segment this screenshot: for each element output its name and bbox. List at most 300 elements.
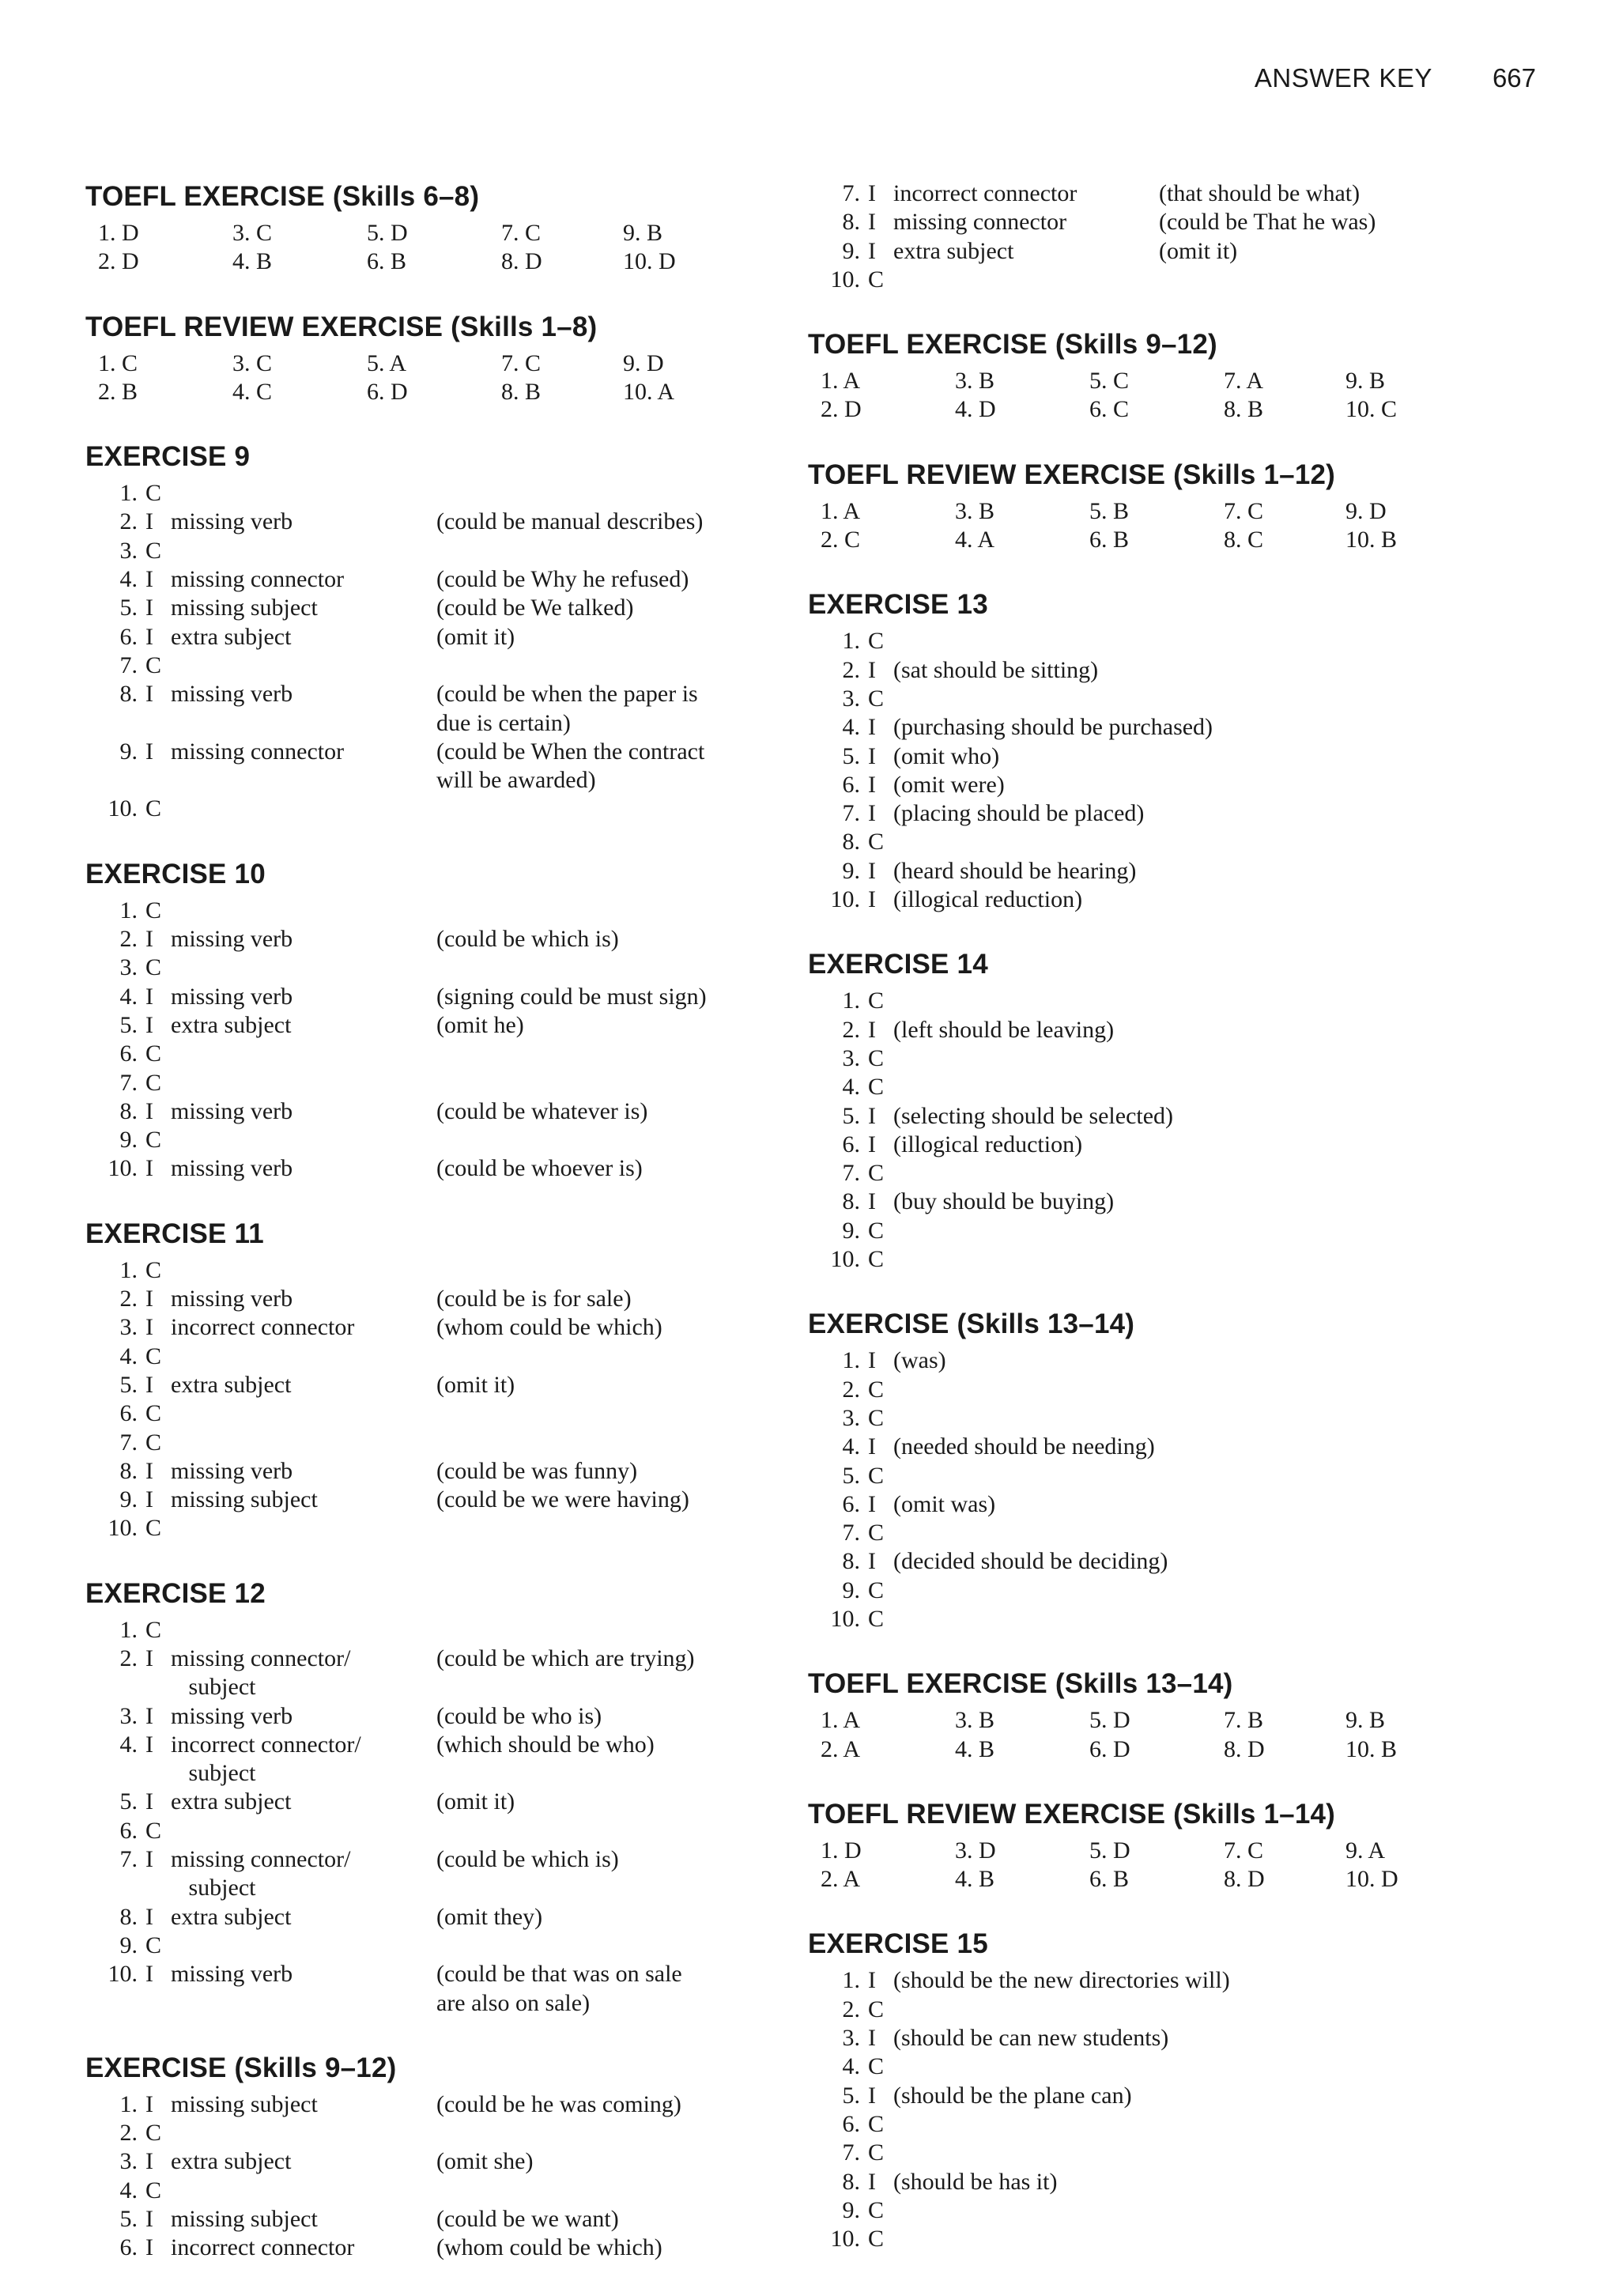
answer-row <box>85 1759 781 1788</box>
item-number: 7. <box>842 2139 860 2166</box>
item-explanation <box>436 1069 753 1097</box>
answer-row <box>808 1131 1504 1159</box>
section-exercise-9 <box>85 440 781 824</box>
answer-row <box>85 2119 781 2147</box>
item-error-type: extra subject <box>171 1371 292 1398</box>
item-number: 4. <box>119 1731 138 1758</box>
item-explanation: (whom could be which) <box>436 1314 662 1341</box>
answer-row <box>85 1429 781 1457</box>
item-result <box>145 1673 171 1701</box>
answer-cell: 4. B <box>955 1735 995 1762</box>
item-number: 7. <box>842 800 860 827</box>
item-number: 1. <box>119 897 138 923</box>
item-explanation <box>436 795 753 823</box>
item-error-type: missing connector <box>171 738 345 765</box>
section-heading: EXERCISE (Skills 9–12) <box>85 2052 397 2083</box>
item-number: 6. <box>119 623 138 650</box>
answer-row <box>85 1788 781 1816</box>
item-explanation <box>436 651 753 680</box>
answer-row <box>85 1616 781 1645</box>
answer-cell: 9. D <box>623 349 664 376</box>
answer-row <box>808 179 1504 208</box>
answer-cell: 5. D <box>1089 1707 1130 1734</box>
item-number: 10. <box>108 795 138 822</box>
item-number: 10. <box>830 266 860 293</box>
item-explanation <box>893 2139 1494 2167</box>
answer-cell: 10. B <box>1345 527 1398 553</box>
item-explanation <box>893 627 1494 655</box>
item-result: I <box>868 237 876 264</box>
item-result: I <box>145 1846 153 1873</box>
item-number: 9. <box>842 237 860 264</box>
item-error-type <box>171 1126 436 1154</box>
item-error-type <box>171 2119 436 2147</box>
item-number: 10. <box>108 1155 138 1182</box>
answer-row <box>808 266 1504 294</box>
item-error-type: missing verb <box>171 1702 293 1729</box>
item-result: C <box>868 1577 885 1603</box>
item-number: 10. <box>108 1961 138 1988</box>
item-explanation: (decided should be deciding) <box>893 1548 1168 1575</box>
answer-cell: 8. B <box>501 378 542 405</box>
section-heading: TOEFL REVIEW EXERCISE (Skills 1–8) <box>85 311 598 342</box>
item-number: 6. <box>842 1490 860 1517</box>
item-explanation: (could be We talked) <box>436 595 634 621</box>
answer-row <box>808 1433 1504 1461</box>
item-error-type <box>171 1040 436 1068</box>
item-number: 5. <box>842 2082 860 2109</box>
item-result: I <box>145 1314 153 1341</box>
answer-row <box>808 1404 1504 1433</box>
answer-row <box>85 1011 781 1040</box>
answer-cell: 5. D <box>367 220 408 246</box>
item-result: C <box>868 2053 885 2080</box>
section-heading: EXERCISE (Skills 13–14) <box>808 1308 1135 1340</box>
item-result: I <box>868 180 876 206</box>
item-result: C <box>145 897 162 923</box>
item-number: 1. <box>119 1256 138 1283</box>
section-heading: EXERCISE 14 <box>808 949 988 980</box>
left-column <box>85 179 781 2296</box>
item-result: I <box>868 714 876 741</box>
section-exercise-13 <box>808 587 1504 914</box>
item-explanation: (illogical reduction) <box>893 886 1083 913</box>
item-explanation <box>893 1245 1494 1274</box>
item-error-type: missing connector <box>171 566 345 593</box>
item-explanation: (could be which is) <box>436 1846 619 1873</box>
section-heading: EXERCISE 11 <box>85 1218 264 1249</box>
item-number: 9. <box>842 857 860 884</box>
answer-cell: 6. B <box>1089 527 1130 553</box>
item-result: C <box>145 1429 162 1456</box>
answer-row <box>85 565 781 594</box>
answer-row <box>808 2196 1504 2225</box>
item-result: C <box>868 1246 885 1273</box>
answer-row <box>808 1188 1504 1216</box>
item-error-type: missing verb <box>171 1457 293 1484</box>
section-exercise-10 <box>85 857 781 1184</box>
item-explanation <box>436 1759 753 1788</box>
item-explanation <box>893 1519 1494 1547</box>
item-explanation: (purchasing should be purchased) <box>893 714 1213 741</box>
item-number: 9. <box>119 1486 138 1513</box>
answer-row <box>808 799 1504 828</box>
item-explanation <box>893 1159 1494 1188</box>
answer-row <box>808 1245 1504 1274</box>
item-result: C <box>868 1160 885 1187</box>
item-result: I <box>145 1097 153 1124</box>
item-result: I <box>868 1548 876 1575</box>
item-explanation <box>436 1616 753 1645</box>
item-number: 8. <box>119 681 138 708</box>
item-explanation <box>893 1404 1494 1433</box>
item-explanation: (could be that was on sale <box>436 1961 682 1988</box>
item-explanation <box>893 1044 1494 1073</box>
answer-row <box>85 1256 781 1285</box>
item-result <box>145 766 171 795</box>
item-result: C <box>145 1817 162 1844</box>
item-number: 6. <box>842 2110 860 2137</box>
item-number: 10. <box>108 1515 138 1542</box>
item-explanation: (omit it) <box>1159 237 1238 264</box>
item-result: I <box>145 1371 153 1398</box>
item-explanation <box>436 1040 753 1068</box>
item-explanation: (was) <box>893 1347 946 1374</box>
item-number: 7. <box>842 1160 860 1187</box>
answer-row <box>85 623 781 651</box>
item-explanation: (could be That he was) <box>1159 209 1376 236</box>
answer-row <box>808 1102 1504 1131</box>
answer-cell: 5. D <box>1089 1837 1130 1864</box>
item-explanation <box>893 2225 1494 2253</box>
item-error-type: incorrect connector <box>171 2234 355 2261</box>
item-result: C <box>868 1044 885 1071</box>
section-toefl-exercise-skills-9-12 <box>808 327 1504 425</box>
section-exercise-14 <box>808 947 1504 1274</box>
item-number: 9. <box>119 1127 138 1154</box>
item-result: C <box>868 1404 885 1431</box>
item-result: I <box>145 1645 153 1671</box>
answer-row <box>85 537 781 565</box>
item-result: I <box>145 1961 153 1988</box>
answer-row <box>85 1371 781 1399</box>
item-result: I <box>868 656 876 683</box>
item-explanation: (could be is for sale) <box>436 1286 632 1312</box>
item-number: 5. <box>119 595 138 621</box>
item-result: I <box>868 1347 876 1374</box>
item-result: C <box>145 795 162 822</box>
item-number: 7. <box>842 180 860 206</box>
item-result: I <box>145 1486 153 1513</box>
answer-row <box>85 479 781 508</box>
answer-row <box>85 2090 781 2119</box>
item-result: I <box>145 595 153 621</box>
item-number: 5. <box>842 742 860 769</box>
section-heading: TOEFL EXERCISE (Skills 6–8) <box>85 181 480 212</box>
item-explanation <box>436 954 753 982</box>
item-number: 5. <box>119 2206 138 2233</box>
item-result: I <box>145 1155 153 1182</box>
item-error-type: extra subject <box>893 237 1014 264</box>
answer-cell: 7. C <box>1224 497 1264 524</box>
item-explanation: (omit was) <box>893 1490 996 1517</box>
item-number: 6. <box>119 1400 138 1427</box>
item-result: I <box>145 2148 153 2175</box>
item-error-type: missing verb <box>171 926 293 953</box>
section-heading: EXERCISE 12 <box>85 1577 266 1609</box>
answer-row <box>808 627 1504 655</box>
answer-cell: 9. B <box>1345 368 1386 395</box>
item-result <box>145 1759 171 1788</box>
answer-cell: 10. A <box>623 378 675 405</box>
item-number: 2. <box>842 656 860 683</box>
item-error-type: missing verb <box>171 1097 293 1124</box>
item-error-type <box>171 897 436 925</box>
item-error-type <box>171 766 436 795</box>
answer-row <box>85 1342 781 1371</box>
item-explanation: (could be he was coming) <box>436 2090 681 2117</box>
answer-row <box>808 771 1504 799</box>
item-result: I <box>145 681 153 708</box>
item-explanation: (could be we were having) <box>436 1486 689 1513</box>
item-explanation: (could be whatever is) <box>436 1097 648 1124</box>
item-number: 2. <box>119 2120 138 2147</box>
item-explanation <box>436 1673 753 1701</box>
item-result: I <box>145 1731 153 1758</box>
item-explanation <box>436 1256 753 1285</box>
item-number: 6. <box>119 1817 138 1844</box>
answer-row <box>808 742 1504 771</box>
item-result: C <box>145 1342 162 1369</box>
item-explanation: (signing could be must sign) <box>436 983 707 1010</box>
item-result: I <box>868 209 876 236</box>
item-number: 1. <box>119 1616 138 1643</box>
item-number: 5. <box>119 1371 138 1398</box>
item-number: 4. <box>842 2053 860 2080</box>
item-error-type <box>171 1399 436 1428</box>
item-explanation: (omit they) <box>436 1903 543 1930</box>
item-explanation <box>893 2196 1494 2225</box>
item-number: 3. <box>119 537 138 564</box>
answer-row <box>808 2024 1504 2052</box>
item-error-type: subject <box>171 1760 256 1787</box>
item-number: 9. <box>842 2196 860 2223</box>
item-explanation <box>436 1399 753 1428</box>
answer-row <box>808 713 1504 742</box>
answer-row <box>808 1217 1504 1245</box>
item-error-type: missing verb <box>171 508 293 535</box>
item-error-type <box>171 1429 436 1457</box>
item-explanation: (could be which are trying) <box>436 1645 695 1671</box>
item-result: I <box>868 2025 876 2052</box>
item-explanation <box>893 685 1494 713</box>
answer-row <box>85 1313 781 1342</box>
item-number: 8. <box>842 209 860 236</box>
item-explanation: (could be Why he refused) <box>436 566 689 593</box>
answer-row <box>808 2082 1504 2110</box>
answer-grid <box>808 497 1504 555</box>
item-number: 9. <box>119 1932 138 1958</box>
answer-grid <box>85 349 781 407</box>
item-error-type <box>171 1514 436 1543</box>
answer-row <box>808 2168 1504 2196</box>
item-explanation: (should be the plane can) <box>893 2082 1132 2109</box>
answer-cell: 10. B <box>1345 1735 1398 1762</box>
item-number: 6. <box>842 771 860 798</box>
running-title: ANSWER KEY <box>1254 63 1432 93</box>
item-error-type <box>171 1342 436 1371</box>
answer-row <box>808 1490 1504 1519</box>
answer-cell: 2. B <box>98 378 138 405</box>
item-result: I <box>145 2234 153 2261</box>
answer-cell: 4. A <box>955 527 995 553</box>
item-explanation: (omit who) <box>893 742 1000 769</box>
item-number: 2. <box>119 508 138 535</box>
item-error-type: extra subject <box>171 1788 292 1815</box>
answer-cell: 3. D <box>955 1837 996 1864</box>
item-explanation <box>436 1429 753 1457</box>
answer-row <box>85 1845 781 1874</box>
answer-cell: 3. C <box>232 349 273 376</box>
item-result: C <box>868 1376 885 1403</box>
item-result: I <box>868 1102 876 1129</box>
item-number: 7. <box>119 651 138 678</box>
item-number: 4. <box>842 1074 860 1101</box>
answer-row <box>808 685 1504 713</box>
item-explanation: (left should be leaving) <box>893 1016 1115 1043</box>
answer-row <box>808 1605 1504 1633</box>
item-number: 4. <box>119 1342 138 1369</box>
item-result: I <box>145 1903 153 1930</box>
item-number <box>85 1673 145 1701</box>
item-result: C <box>145 1040 162 1067</box>
item-number: 1. <box>842 1967 860 1994</box>
item-result: C <box>868 2226 885 2253</box>
answer-cell: 8. B <box>1224 396 1264 423</box>
item-explanation: (selecting should be selected) <box>893 1102 1174 1129</box>
item-error-type: missing subject <box>171 2090 318 2117</box>
answer-row <box>808 656 1504 685</box>
item-explanation: (illogical reduction) <box>893 1131 1083 1157</box>
item-result: C <box>868 1520 885 1546</box>
item-explanation: (buy should be buying) <box>893 1188 1115 1215</box>
answer-row <box>85 738 781 766</box>
section-heading: EXERCISE 10 <box>85 858 266 889</box>
item-result: I <box>868 857 876 884</box>
answer-row <box>808 857 1504 886</box>
answer-cell: 1. A <box>821 497 861 524</box>
answer-row <box>808 1996 1504 2024</box>
item-explanation <box>436 897 753 925</box>
answer-grid <box>808 367 1504 425</box>
answer-row <box>85 508 781 536</box>
answer-cell: 6. D <box>367 378 408 405</box>
item-explanation: (needed should be needing) <box>893 1433 1155 1460</box>
answer-row <box>808 1462 1504 1490</box>
item-result: C <box>868 829 885 855</box>
item-number: 8. <box>842 1188 860 1215</box>
item-explanation: (heard should be hearing) <box>893 857 1137 884</box>
item-error-type: missing connector/ <box>171 1846 351 1873</box>
item-explanation <box>436 1126 753 1154</box>
item-error-type <box>171 1989 436 2018</box>
item-number: 8. <box>842 829 860 855</box>
item-number: 4. <box>119 2177 138 2203</box>
answer-cell: 5. C <box>1089 368 1130 395</box>
answer-cell: 1. C <box>98 349 138 376</box>
section-toefl-review-exercise-skills-1-14 <box>808 1797 1504 1894</box>
item-number: 8. <box>119 1457 138 1484</box>
answer-row <box>808 237 1504 266</box>
section-continued <box>808 179 1504 294</box>
item-explanation: (should be can new students) <box>893 2025 1169 2052</box>
answer-row <box>85 1817 781 1845</box>
item-result: C <box>145 1616 162 1643</box>
item-result: C <box>868 628 885 655</box>
answer-cell: 5. B <box>1089 497 1130 524</box>
item-number: 4. <box>119 566 138 593</box>
item-error-type: extra subject <box>171 623 292 650</box>
answer-cell: 4. B <box>955 1866 995 1893</box>
item-explanation <box>893 828 1494 856</box>
answer-row <box>808 828 1504 856</box>
item-result: C <box>868 685 885 712</box>
item-number: 8. <box>119 1097 138 1124</box>
answer-cell: 8. D <box>501 248 542 275</box>
item-explanation: (which should be who) <box>436 1731 655 1758</box>
item-number: 8. <box>119 1903 138 1930</box>
answer-cell: 6. B <box>367 248 407 275</box>
item-number <box>85 1989 145 2018</box>
item-result: I <box>145 566 153 593</box>
item-error-type <box>171 1932 436 1960</box>
item-result: C <box>145 537 162 564</box>
section-exercise-12 <box>85 1577 781 2018</box>
item-explanation: (could be when the paper is <box>436 681 698 708</box>
answer-cell: 2. C <box>821 527 861 553</box>
answer-row <box>85 2147 781 2176</box>
item-number: 2. <box>842 1376 860 1403</box>
answer-row <box>85 1645 781 1673</box>
answer-row <box>808 1547 1504 1576</box>
answer-cell: 9. B <box>623 220 663 246</box>
item-number: 1. <box>842 628 860 655</box>
item-explanation <box>893 2052 1494 2081</box>
item-explanation <box>436 2119 753 2147</box>
item-number: 5. <box>842 1102 860 1129</box>
item-number: 7. <box>119 1069 138 1096</box>
item-result: C <box>868 988 885 1014</box>
item-number: 3. <box>119 2148 138 2175</box>
answer-cell: 3. B <box>955 1707 995 1734</box>
item-result: I <box>868 1131 876 1157</box>
answer-cell: 7. C <box>501 220 542 246</box>
item-result: C <box>868 1462 885 1489</box>
item-result <box>145 1989 171 2018</box>
item-number: 5. <box>119 1011 138 1038</box>
item-explanation <box>893 1073 1494 1101</box>
answer-cell: 10. C <box>1345 396 1398 423</box>
answer-row <box>808 2052 1504 2081</box>
item-result: I <box>868 800 876 827</box>
item-explanation <box>436 1514 753 1543</box>
item-result: C <box>145 480 162 507</box>
item-error-type: missing verb <box>171 1155 293 1182</box>
item-explanation: (omit he) <box>436 1011 524 1038</box>
answer-cell: 7. B <box>1224 1707 1264 1734</box>
item-error-type <box>171 2177 436 2205</box>
item-explanation <box>436 537 753 565</box>
